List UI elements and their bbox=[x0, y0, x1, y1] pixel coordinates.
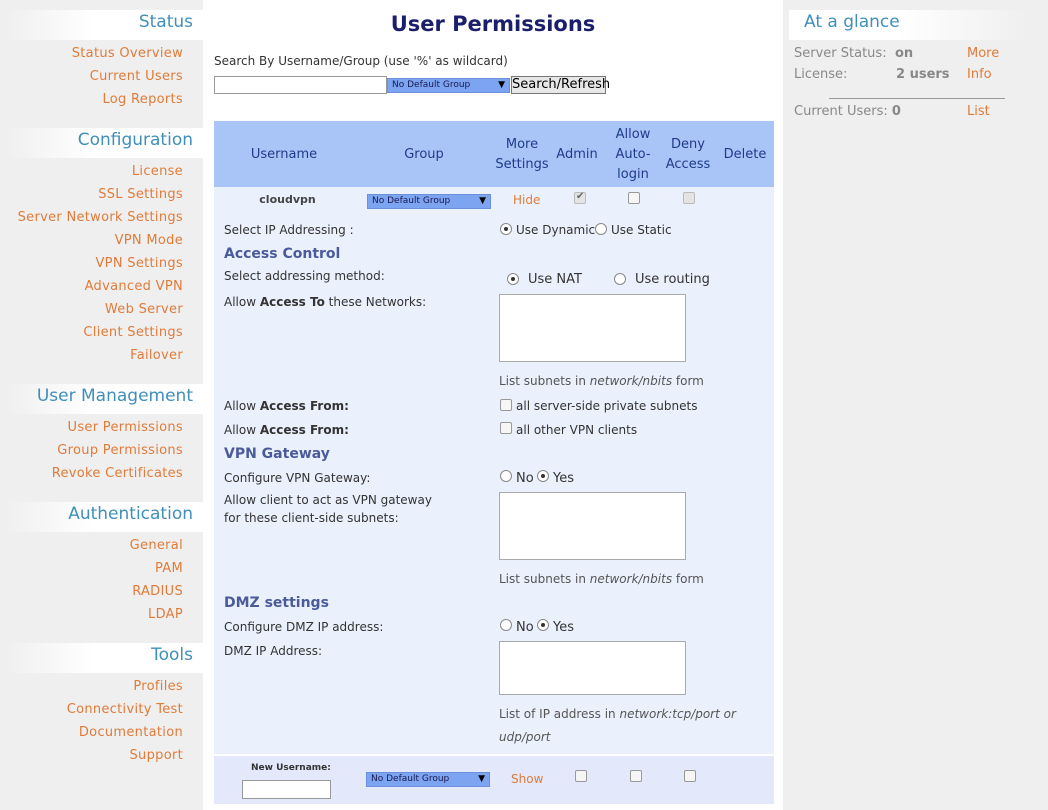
server-status-value: on bbox=[895, 46, 914, 61]
other-vpn-clients-label: all other VPN clients bbox=[516, 423, 638, 437]
allow-from-bold-2: Access From: bbox=[259, 423, 349, 437]
use-routing-radio[interactable] bbox=[614, 273, 626, 285]
subnet-hint-1 bbox=[499, 374, 704, 388]
more-link[interactable]: More bbox=[967, 46, 1000, 61]
subnet-hint-2 bbox=[499, 572, 704, 586]
col-auto-line2: Auto- bbox=[615, 147, 651, 162]
nav-status-overview[interactable]: Status Overview bbox=[71, 46, 183, 61]
nav-web-server[interactable]: Web Server bbox=[104, 302, 183, 317]
new-admin-checkbox[interactable] bbox=[575, 770, 587, 782]
license-value: 2 users bbox=[896, 67, 950, 82]
user-name: cloudvpn bbox=[259, 193, 316, 206]
allow-access-to-label bbox=[224, 295, 426, 309]
license-label: License: bbox=[794, 67, 848, 82]
col-delete: Delete bbox=[723, 147, 767, 162]
new-deny-access-checkbox[interactable] bbox=[684, 770, 696, 782]
gateway-no-radio[interactable] bbox=[500, 470, 512, 482]
subnet-hint-1-em: network/nbits bbox=[589, 374, 673, 388]
vpn-gateway-heading: VPN Gateway bbox=[224, 446, 330, 462]
current-users-value: 0 bbox=[891, 104, 901, 119]
admin-checkbox[interactable] bbox=[574, 192, 586, 204]
dmz-hint-1-pre: List of IP address in bbox=[499, 707, 620, 721]
list-link[interactable]: List bbox=[967, 104, 990, 119]
gateway-desc-line2: for these client-side subnets: bbox=[224, 511, 399, 525]
nav-log-reports[interactable]: Log Reports bbox=[102, 92, 183, 107]
nav-group-permissions[interactable]: Group Permissions bbox=[57, 443, 183, 458]
nav-revoke-certificates[interactable]: Revoke Certificates bbox=[51, 466, 183, 481]
nav-radius[interactable]: RADIUS bbox=[132, 584, 183, 599]
table-header bbox=[214, 121, 774, 187]
subnet-hint-2-em: network/nbits bbox=[589, 572, 673, 586]
nav-vpn-settings[interactable]: VPN Settings bbox=[95, 256, 183, 271]
access-control-heading: Access Control bbox=[224, 246, 341, 262]
search-refresh-button[interactable]: Search/Refresh bbox=[512, 77, 611, 92]
use-nat-radio[interactable] bbox=[507, 273, 519, 285]
subnet-hint-1-pre: List subnets in bbox=[499, 374, 590, 388]
user-group-select-value: No Default Group bbox=[372, 196, 451, 206]
chevron-down-icon: ▼ bbox=[478, 774, 485, 784]
allow-from-pre-2: Allow bbox=[224, 423, 260, 437]
private-subnets-checkbox[interactable] bbox=[500, 399, 512, 411]
col-deny-access bbox=[663, 135, 713, 175]
private-subnets-label: all server-side private subnets bbox=[516, 399, 698, 413]
sidebar-section-configuration: Configuration bbox=[4, 128, 203, 158]
dmz-heading: DMZ settings bbox=[224, 595, 329, 611]
dmz-yes-label: Yes bbox=[553, 620, 574, 635]
sidebar bbox=[0, 0, 203, 810]
subnet-hint-1-post: form bbox=[672, 374, 704, 388]
sidebar-section-user-management: User Management bbox=[4, 384, 203, 414]
deny-access-checkbox[interactable] bbox=[683, 192, 695, 204]
new-username-label: New Username: bbox=[251, 763, 331, 773]
nav-client-settings[interactable]: Client Settings bbox=[83, 325, 183, 340]
permissions-table bbox=[214, 121, 774, 804]
nav-profiles[interactable]: Profiles bbox=[133, 679, 183, 694]
main-panel bbox=[203, 0, 783, 810]
col-more-line1: More bbox=[505, 137, 539, 152]
chevron-down-icon: ▼ bbox=[479, 196, 486, 206]
configure-dmz-label: Configure DMZ IP address: bbox=[224, 620, 384, 634]
dmz-hint-1-em: network:tcp/port or bbox=[619, 707, 736, 721]
use-static-label: Use Static bbox=[611, 223, 672, 237]
use-routing-label: Use routing bbox=[635, 272, 710, 287]
nav-auth-general[interactable]: General bbox=[129, 538, 183, 553]
search-group-select-value: No Default Group bbox=[392, 80, 471, 90]
use-static-radio[interactable] bbox=[595, 223, 607, 235]
show-settings-link[interactable]: Show bbox=[511, 772, 544, 786]
dmz-yes-radio[interactable] bbox=[537, 619, 549, 631]
new-username-input[interactable] bbox=[242, 780, 331, 799]
glance-divider bbox=[829, 98, 1005, 99]
chevron-down-icon: ▼ bbox=[498, 80, 505, 90]
col-admin: Admin bbox=[556, 147, 598, 162]
current-users-label-text: Current Users: bbox=[794, 104, 888, 119]
page-title: User Permissions bbox=[390, 12, 596, 36]
gateway-desc-line1: Allow client to act as VPN gateway bbox=[224, 493, 432, 507]
allow-to-bold: Access To bbox=[259, 295, 325, 309]
other-vpn-clients-checkbox[interactable] bbox=[500, 422, 512, 434]
col-auto-line1: Allow bbox=[615, 127, 651, 142]
addressing-method-label: Select addressing method: bbox=[224, 269, 385, 283]
nav-vpn-mode[interactable]: VPN Mode bbox=[114, 233, 183, 248]
new-user-group-select-value: No Default Group bbox=[371, 774, 450, 784]
nav-documentation[interactable]: Documentation bbox=[78, 725, 183, 740]
col-group: Group bbox=[404, 147, 444, 162]
dmz-no-radio[interactable] bbox=[500, 619, 512, 631]
access-to-networks-textarea[interactable] bbox=[499, 294, 686, 362]
dmz-hint-line2 bbox=[499, 730, 550, 744]
glance-title: At a glance bbox=[789, 10, 1029, 40]
nav-ssl-settings[interactable]: SSL Settings bbox=[98, 187, 183, 202]
nav-current-users[interactable]: Current Users bbox=[89, 69, 183, 84]
sidebar-section-authentication: Authentication bbox=[4, 502, 203, 532]
subnet-hint-2-post: form bbox=[672, 572, 704, 586]
col-auto-line3: login bbox=[617, 167, 649, 182]
gateway-yes-radio[interactable] bbox=[537, 470, 549, 482]
dmz-ip-textarea[interactable] bbox=[499, 641, 686, 695]
nav-server-network-settings[interactable]: Server Network Settings bbox=[17, 210, 183, 225]
allow-access-from-label-2 bbox=[224, 423, 349, 437]
ip-addressing-label: Select IP Addressing : bbox=[224, 223, 354, 237]
allow-from-bold-1: Access From: bbox=[259, 399, 349, 413]
info-link[interactable]: Info bbox=[967, 67, 992, 82]
nav-support[interactable]: Support bbox=[129, 748, 183, 763]
new-user-row bbox=[214, 754, 774, 804]
dmz-no-label: No bbox=[516, 620, 534, 635]
search-label: Search By Username/Group (use '%' as wildcard) bbox=[214, 54, 508, 68]
allow-access-from-label-1 bbox=[224, 399, 349, 413]
nav-user-permissions[interactable]: User Permissions bbox=[67, 420, 183, 435]
autologin-checkbox[interactable] bbox=[628, 192, 640, 204]
current-users-label bbox=[794, 104, 901, 119]
nav-connectivity-test[interactable]: Connectivity Test bbox=[66, 702, 183, 717]
dmz-hint-line1 bbox=[499, 707, 736, 721]
server-status-label: Server Status: bbox=[794, 46, 887, 61]
nav-ldap[interactable]: LDAP bbox=[148, 607, 183, 622]
use-dynamic-radio[interactable] bbox=[500, 223, 512, 235]
col-more-settings bbox=[492, 135, 552, 175]
sidebar-section-tools: Tools bbox=[4, 643, 203, 673]
search-group-select[interactable] bbox=[387, 78, 510, 93]
gateway-no-label: No bbox=[516, 471, 534, 486]
new-user-group-select[interactable] bbox=[366, 772, 490, 787]
allow-to-post: these Networks: bbox=[324, 295, 427, 309]
search-input[interactable] bbox=[214, 76, 387, 94]
dmz-hint-2-em: udp/port bbox=[499, 730, 551, 744]
sidebar-section-status: Status bbox=[4, 10, 203, 40]
glance-panel bbox=[783, 0, 1048, 810]
nav-license[interactable]: License bbox=[131, 164, 183, 179]
user-group-select[interactable] bbox=[367, 194, 491, 209]
dmz-ip-label: DMZ IP Address: bbox=[224, 644, 323, 658]
allow-to-pre: Allow bbox=[224, 295, 260, 309]
col-more-line2: Settings bbox=[495, 157, 549, 172]
use-dynamic-label: Use Dynamic bbox=[516, 223, 596, 237]
hide-settings-link[interactable]: Hide bbox=[513, 193, 541, 207]
col-deny-line1: Deny bbox=[671, 137, 705, 152]
gateway-yes-label: Yes bbox=[553, 471, 574, 486]
col-allow-autologin bbox=[608, 125, 658, 185]
new-autologin-checkbox[interactable] bbox=[630, 770, 642, 782]
configure-gateway-label: Configure VPN Gateway: bbox=[224, 471, 371, 485]
col-username: Username bbox=[250, 147, 318, 162]
subnet-hint-2-pre: List subnets in bbox=[499, 572, 590, 586]
col-deny-line2: Access bbox=[665, 157, 711, 172]
use-nat-label: Use NAT bbox=[528, 272, 582, 287]
nav-failover[interactable]: Failover bbox=[130, 348, 183, 363]
allow-from-pre-1: Allow bbox=[224, 399, 260, 413]
nav-pam[interactable]: PAM bbox=[154, 561, 183, 576]
gateway-subnets-textarea[interactable] bbox=[499, 492, 686, 560]
nav-advanced-vpn[interactable]: Advanced VPN bbox=[84, 279, 183, 294]
